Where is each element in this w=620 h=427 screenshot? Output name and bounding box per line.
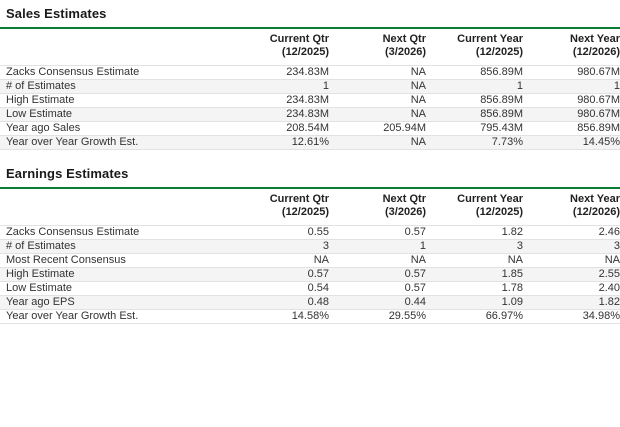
- section-title: Earnings Estimates: [6, 166, 129, 181]
- row-value: 0.48: [232, 296, 329, 310]
- table-row: [0, 254, 620, 268]
- table-row: [0, 268, 620, 282]
- row-value: NA: [329, 136, 426, 150]
- row-value: 1.82: [426, 226, 523, 240]
- row-label: Year over Year Growth Est.: [0, 310, 232, 324]
- header-corner-cell: [0, 193, 232, 206]
- row-value: 0.44: [329, 296, 426, 310]
- column-header-period: Next Year: [570, 193, 620, 205]
- row-value: 0.57: [329, 268, 426, 282]
- header-row-date: [0, 206, 620, 226]
- row-value: 0.55: [232, 226, 329, 240]
- section-gap: [0, 150, 620, 160]
- row-value: 1.82: [523, 296, 620, 310]
- column-header-period: Current Year: [457, 193, 523, 205]
- row-label: Zacks Consensus Estimate: [0, 226, 232, 240]
- row-value: NA: [329, 80, 426, 94]
- table-row: [0, 66, 620, 80]
- column-header-period: Current Qtr: [269, 33, 329, 45]
- row-value: 1: [329, 240, 426, 254]
- row-value: 1.09: [426, 296, 523, 310]
- row-label: Year ago EPS: [0, 296, 232, 310]
- table-row: [0, 296, 620, 310]
- table-row: [0, 240, 620, 254]
- row-value: 0.57: [329, 282, 426, 296]
- row-value: NA: [329, 94, 426, 108]
- row-label: Year ago Sales: [0, 122, 232, 136]
- section-title: Sales Estimates: [6, 6, 107, 21]
- column-header-period: Next Qtr: [382, 193, 426, 205]
- row-label: High Estimate: [0, 268, 232, 282]
- estimates-section: [0, 150, 620, 324]
- table-row: [0, 80, 620, 94]
- row-label: Most Recent Consensus: [0, 254, 232, 268]
- row-value: 856.89M: [426, 94, 523, 108]
- row-value: 1.78: [426, 282, 523, 296]
- row-label: Zacks Consensus Estimate: [0, 66, 232, 80]
- table-row: [0, 94, 620, 108]
- row-value: 234.83M: [232, 108, 329, 122]
- header-corner-cell: [0, 46, 232, 66]
- header-corner-cell: [0, 206, 232, 226]
- row-value: 980.67M: [523, 108, 620, 122]
- row-value: 1: [232, 80, 329, 94]
- row-value: 0.57: [232, 268, 329, 282]
- row-value: 980.67M: [523, 94, 620, 108]
- row-value: 3: [426, 240, 523, 254]
- row-value: 3: [523, 240, 620, 254]
- row-value: NA: [426, 254, 523, 268]
- table-row: [0, 122, 620, 136]
- column-header-date: (12/2025): [475, 206, 523, 218]
- column-header-date: (12/2026): [572, 206, 620, 218]
- row-value: 7.73%: [426, 136, 523, 150]
- table-header: [0, 193, 620, 226]
- row-value: NA: [329, 66, 426, 80]
- table-header: [0, 33, 620, 66]
- row-value: 856.89M: [426, 108, 523, 122]
- table-body: [0, 66, 620, 150]
- row-value: 205.94M: [329, 122, 426, 136]
- row-value: 208.54M: [232, 122, 329, 136]
- table-row: [0, 226, 620, 240]
- row-value: NA: [232, 254, 329, 268]
- row-value: 1: [426, 80, 523, 94]
- row-value: 29.55%: [329, 310, 426, 324]
- column-header-date: (3/2026): [385, 46, 426, 58]
- table-row: [0, 282, 620, 296]
- column-header-period: Next Year: [570, 33, 620, 45]
- column-header-date: (12/2025): [281, 206, 329, 218]
- row-value: 12.61%: [232, 136, 329, 150]
- row-value: 856.89M: [426, 66, 523, 80]
- column-header-date: (3/2026): [385, 206, 426, 218]
- table-row: [0, 136, 620, 150]
- estimates-table: [0, 33, 620, 150]
- row-value: 14.45%: [523, 136, 620, 150]
- row-value: 0.57: [329, 226, 426, 240]
- row-label: Low Estimate: [0, 282, 232, 296]
- column-header-period: Current Year: [457, 33, 523, 45]
- row-value: 234.83M: [232, 66, 329, 80]
- row-value: NA: [329, 108, 426, 122]
- row-value: NA: [523, 254, 620, 268]
- column-header-period: Next Qtr: [382, 33, 426, 45]
- header-corner-cell: [0, 33, 232, 46]
- row-label: Year over Year Growth Est.: [0, 136, 232, 150]
- column-header-date: (12/2026): [572, 46, 620, 58]
- row-label: Low Estimate: [0, 108, 232, 122]
- row-label: High Estimate: [0, 94, 232, 108]
- row-label: # of Estimates: [0, 80, 232, 94]
- column-header-period: Current Qtr: [269, 193, 329, 205]
- row-label: # of Estimates: [0, 240, 232, 254]
- header-row-period: [0, 33, 620, 46]
- row-value: 980.67M: [523, 66, 620, 80]
- row-value: 795.43M: [426, 122, 523, 136]
- row-value: 856.89M: [523, 122, 620, 136]
- row-value: 3: [232, 240, 329, 254]
- row-value: 1: [523, 80, 620, 94]
- table-row: [0, 310, 620, 324]
- table-row: [0, 108, 620, 122]
- row-value: NA: [329, 254, 426, 268]
- table-body: [0, 226, 620, 324]
- row-value: 1.85: [426, 268, 523, 282]
- row-value: 2.40: [523, 282, 620, 296]
- row-value: 14.58%: [232, 310, 329, 324]
- header-row-period: [0, 193, 620, 206]
- estimates-table: [0, 193, 620, 324]
- estimates-section: [0, 0, 620, 150]
- row-value: 34.98%: [523, 310, 620, 324]
- row-value: 0.54: [232, 282, 329, 296]
- row-value: 234.83M: [232, 94, 329, 108]
- row-value: 2.46: [523, 226, 620, 240]
- row-value: 2.55: [523, 268, 620, 282]
- row-value: 66.97%: [426, 310, 523, 324]
- header-row-date: [0, 46, 620, 66]
- column-header-date: (12/2025): [475, 46, 523, 58]
- column-header-date: (12/2025): [281, 46, 329, 58]
